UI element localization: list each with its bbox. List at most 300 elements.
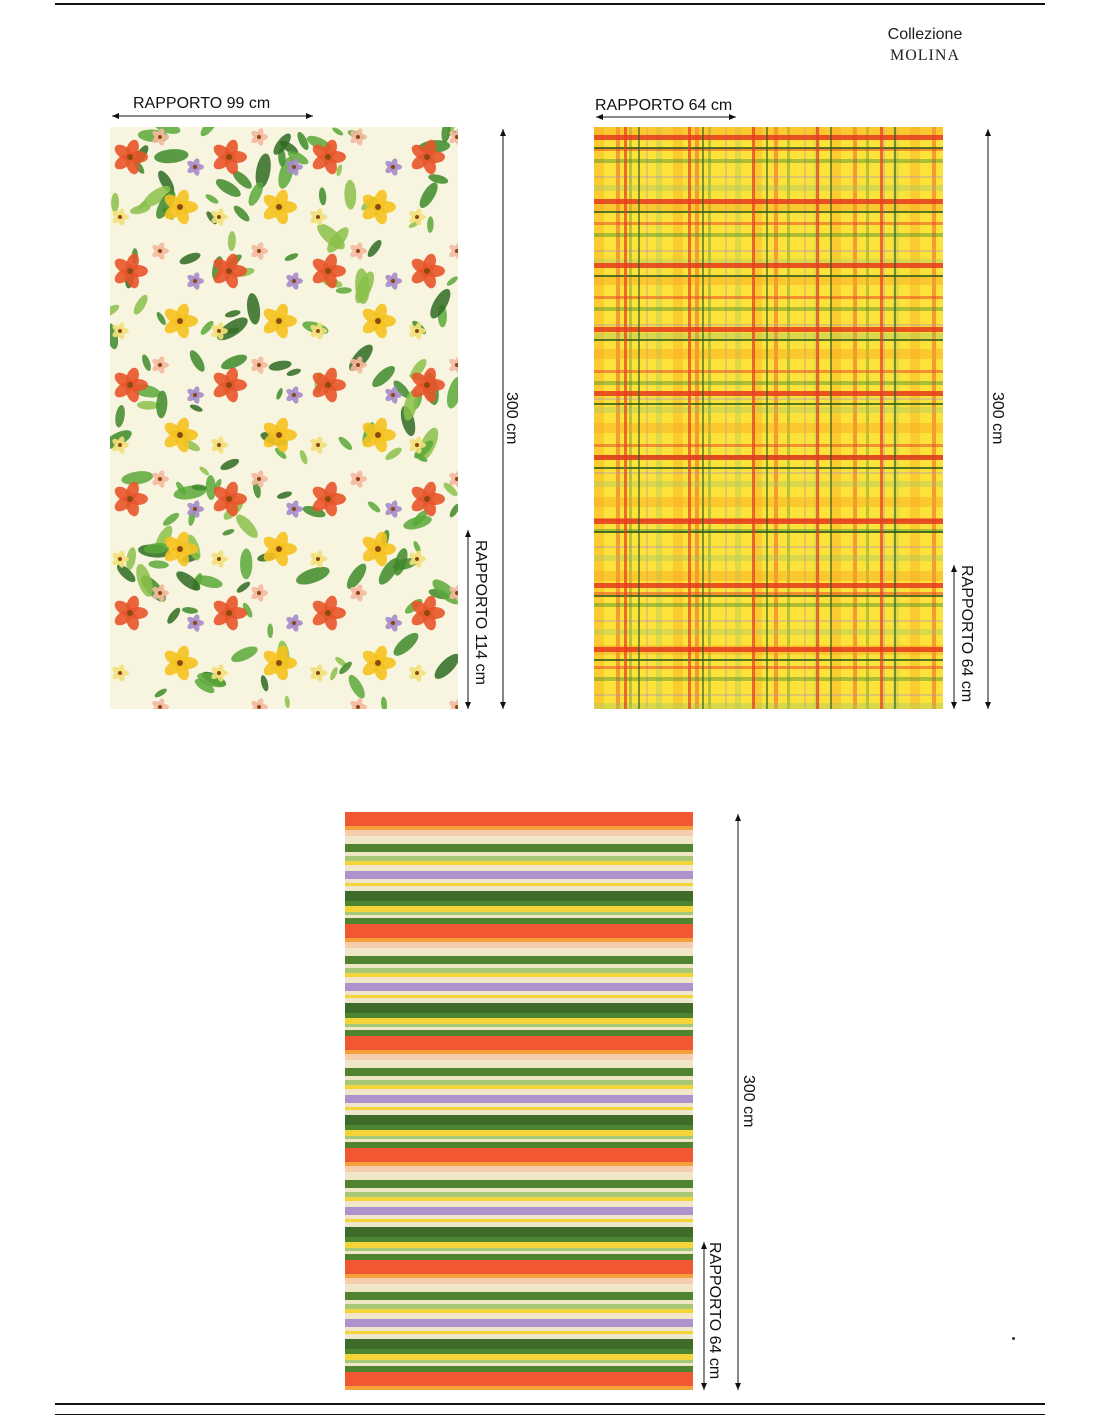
floral-height-label: 300 cm bbox=[503, 392, 520, 445]
stripe bbox=[345, 1036, 693, 1050]
stripe bbox=[345, 1003, 693, 1013]
leaf bbox=[336, 287, 352, 294]
stripe bbox=[345, 1125, 693, 1130]
stripe bbox=[345, 1334, 693, 1339]
flower-center bbox=[415, 329, 419, 333]
stripe bbox=[345, 998, 693, 1003]
flower-center bbox=[257, 591, 261, 595]
flower-center bbox=[375, 546, 381, 552]
floral-repeat-width-label: RAPPORTO 99 cm bbox=[133, 95, 271, 112]
plaid-dark-line bbox=[594, 531, 943, 533]
stripe bbox=[345, 924, 693, 938]
collection-label: Collezione bbox=[887, 26, 963, 43]
plaid-horizontal-band bbox=[594, 620, 943, 622]
plaid-dark-line bbox=[830, 127, 832, 709]
stripe bbox=[345, 1030, 693, 1036]
leaf bbox=[111, 193, 119, 213]
stripe bbox=[345, 844, 693, 852]
stripe bbox=[345, 1274, 693, 1278]
plaid-horizontal-band bbox=[594, 370, 943, 373]
leaf bbox=[205, 475, 216, 500]
stripe bbox=[345, 1292, 693, 1300]
flower-center bbox=[276, 660, 282, 666]
flower-center bbox=[424, 154, 430, 160]
flower-center bbox=[356, 135, 360, 139]
plaid-dark-line bbox=[594, 275, 943, 277]
plaid-horizontal-band bbox=[594, 677, 943, 681]
petal bbox=[124, 708, 142, 709]
leaf bbox=[431, 650, 458, 682]
flower-center bbox=[158, 363, 162, 367]
flower-center bbox=[158, 705, 162, 709]
stripe bbox=[345, 1300, 693, 1304]
plaid-horizontal-band bbox=[594, 497, 943, 507]
stripe bbox=[345, 883, 693, 886]
leaf bbox=[427, 172, 449, 185]
leaf bbox=[245, 292, 261, 325]
leaf bbox=[445, 275, 458, 288]
flower-center bbox=[177, 432, 183, 438]
stripe bbox=[345, 995, 693, 998]
leaf bbox=[369, 363, 398, 391]
stripe bbox=[345, 1319, 693, 1327]
plaid-red-line bbox=[880, 127, 883, 709]
plaid-horizontal-band bbox=[594, 703, 943, 709]
flower-center bbox=[325, 382, 331, 388]
flower-center bbox=[127, 382, 133, 388]
flower-center bbox=[292, 165, 296, 169]
stripe bbox=[345, 865, 693, 871]
collection-name: MOLINA bbox=[890, 47, 960, 64]
speck bbox=[1012, 1337, 1015, 1340]
flower-center bbox=[356, 591, 360, 595]
leaf bbox=[366, 500, 382, 515]
stripe bbox=[345, 1076, 693, 1080]
plaid-horizontal-band bbox=[594, 472, 943, 474]
plaid-horizontal-band bbox=[594, 307, 943, 311]
floral-swatch bbox=[110, 127, 458, 709]
flower-center bbox=[226, 496, 232, 502]
plaid-repeat-height-label: RAPPORTO 64 cm bbox=[958, 565, 975, 703]
flower-center bbox=[127, 610, 133, 616]
leaf bbox=[222, 528, 235, 537]
plaid-swatch bbox=[594, 127, 943, 709]
plaid-horizontal-band bbox=[594, 629, 943, 635]
flower-center bbox=[193, 165, 197, 169]
flower-center bbox=[424, 268, 430, 274]
flower-center bbox=[226, 268, 232, 274]
leaf bbox=[137, 401, 159, 410]
flower-center bbox=[193, 279, 197, 283]
leaf bbox=[344, 180, 357, 210]
leaf bbox=[365, 238, 384, 259]
stripe bbox=[345, 983, 693, 991]
stripe bbox=[345, 1366, 693, 1372]
stripe bbox=[345, 1237, 693, 1242]
leaf bbox=[444, 375, 458, 410]
flower-center bbox=[325, 610, 331, 616]
stripe bbox=[345, 912, 693, 915]
plaid-dark-line bbox=[638, 127, 640, 709]
plaid-horizontal-band bbox=[594, 381, 943, 385]
flower-center bbox=[391, 393, 395, 397]
flower-center bbox=[226, 154, 232, 160]
flower-center bbox=[217, 671, 221, 675]
stripe bbox=[345, 1386, 693, 1390]
leaf bbox=[345, 672, 368, 700]
leaf bbox=[148, 560, 169, 569]
flower-center bbox=[257, 477, 261, 481]
stripe bbox=[345, 871, 693, 879]
plaid-horizontal-band bbox=[594, 555, 943, 561]
stripe bbox=[345, 826, 693, 830]
leaf bbox=[235, 580, 252, 595]
stripe bbox=[345, 886, 693, 891]
leaf bbox=[182, 606, 199, 614]
flower-center bbox=[217, 215, 221, 219]
flower-center bbox=[217, 443, 221, 447]
flower-center bbox=[118, 671, 122, 675]
flower-center bbox=[424, 382, 430, 388]
flower-center bbox=[127, 496, 133, 502]
stripe bbox=[345, 856, 693, 861]
stripe bbox=[345, 1363, 693, 1366]
leaf bbox=[233, 511, 262, 541]
flower-center bbox=[193, 507, 197, 511]
stripe bbox=[345, 1278, 693, 1284]
stripe bbox=[345, 942, 693, 948]
flower-center bbox=[316, 215, 320, 219]
stripe bbox=[345, 1251, 693, 1254]
leaf bbox=[231, 203, 251, 223]
flower-center bbox=[276, 432, 282, 438]
plaid-dark-line bbox=[594, 403, 943, 405]
stripe bbox=[345, 1242, 693, 1248]
stripe bbox=[345, 1254, 693, 1260]
flower-center bbox=[276, 204, 282, 210]
plaid-dark-line bbox=[594, 659, 943, 661]
stripe bbox=[345, 1354, 693, 1360]
flower-center bbox=[415, 557, 419, 561]
stripes-swatch bbox=[345, 812, 693, 1390]
flower-center bbox=[276, 318, 282, 324]
bottom-rule-thick bbox=[55, 1403, 1045, 1405]
flower-center bbox=[375, 432, 381, 438]
plaid-dark-line bbox=[894, 127, 896, 709]
flower-center bbox=[356, 249, 360, 253]
stripe bbox=[345, 1060, 693, 1068]
flower-center bbox=[292, 621, 296, 625]
flower-center bbox=[375, 660, 381, 666]
leaf bbox=[114, 404, 126, 428]
plaid-horizontal-band bbox=[594, 603, 943, 607]
flower-center bbox=[391, 507, 395, 511]
stripe bbox=[345, 1080, 693, 1085]
plaid-horizontal-band bbox=[594, 571, 943, 581]
leaf bbox=[259, 674, 270, 692]
flower-center bbox=[127, 268, 133, 274]
leaf bbox=[253, 152, 273, 189]
plaid-red-line bbox=[594, 135, 943, 140]
petal bbox=[223, 708, 241, 709]
leaf bbox=[153, 148, 189, 165]
flower-center bbox=[325, 496, 331, 502]
stripe bbox=[345, 901, 693, 906]
stripe bbox=[345, 1103, 693, 1107]
leaf bbox=[427, 216, 434, 233]
stripe bbox=[345, 1360, 693, 1363]
stripe bbox=[345, 1089, 693, 1095]
leaf bbox=[161, 511, 181, 529]
plaid-horizontal-band bbox=[594, 250, 943, 252]
flower-center bbox=[177, 204, 183, 210]
flower-center bbox=[193, 393, 197, 397]
flower-center bbox=[325, 154, 331, 160]
petal bbox=[322, 708, 340, 709]
plaid-red-line bbox=[594, 391, 943, 396]
stripe bbox=[345, 1309, 693, 1313]
plaid-width-arrow bbox=[594, 111, 738, 123]
floral-pattern bbox=[110, 127, 458, 709]
plaid-red-line bbox=[594, 199, 943, 204]
plaid-horizontal-band bbox=[594, 666, 943, 669]
plaid-horizontal-band bbox=[594, 176, 943, 178]
plaid-red-line bbox=[594, 455, 943, 460]
stripe bbox=[345, 1142, 693, 1148]
flower-center bbox=[316, 329, 320, 333]
flower-center bbox=[257, 249, 261, 253]
stripe bbox=[345, 879, 693, 883]
stripe bbox=[345, 968, 693, 973]
stripe bbox=[345, 1054, 693, 1060]
leaf bbox=[294, 563, 332, 588]
flower-center bbox=[158, 249, 162, 253]
flower-center bbox=[257, 705, 261, 709]
floral-repeat-height-label: RAPPORTO 114 cm bbox=[472, 540, 489, 685]
stripe bbox=[345, 991, 693, 995]
top-rule bbox=[55, 3, 1045, 5]
flower-center bbox=[177, 660, 183, 666]
leaf bbox=[219, 457, 241, 473]
flower-center bbox=[226, 382, 232, 388]
stripe bbox=[345, 1339, 693, 1349]
stripe bbox=[345, 1172, 693, 1180]
plaid-red-line bbox=[594, 647, 943, 652]
leaf bbox=[187, 348, 208, 374]
stripe bbox=[345, 1180, 693, 1188]
stripe bbox=[345, 1260, 693, 1274]
leaf bbox=[114, 562, 138, 585]
leaf bbox=[189, 403, 204, 413]
flower-center bbox=[424, 610, 430, 616]
stripe bbox=[345, 1130, 693, 1136]
leaf bbox=[284, 696, 290, 709]
flower-center bbox=[127, 154, 133, 160]
stripe bbox=[345, 852, 693, 856]
leaf bbox=[229, 643, 260, 665]
leaf bbox=[224, 309, 241, 319]
leaf bbox=[227, 231, 236, 251]
flower-center bbox=[158, 591, 162, 595]
stripe bbox=[345, 1201, 693, 1207]
flower-center bbox=[415, 671, 419, 675]
stripe bbox=[345, 861, 693, 865]
stripe bbox=[345, 1372, 693, 1386]
stripe bbox=[345, 1304, 693, 1309]
stripe bbox=[345, 836, 693, 844]
plaid-horizontal-band bbox=[594, 349, 943, 359]
flower-center bbox=[217, 329, 221, 333]
flower-center bbox=[158, 135, 162, 139]
stripe bbox=[345, 1207, 693, 1215]
leaf bbox=[276, 490, 293, 500]
leaf bbox=[448, 502, 458, 519]
stripe bbox=[345, 1284, 693, 1292]
plaid-dark-line bbox=[594, 147, 943, 149]
flower-center bbox=[158, 477, 162, 481]
stripe bbox=[345, 1013, 693, 1018]
flower-center bbox=[292, 507, 296, 511]
flower-center bbox=[424, 496, 430, 502]
plaid-dark-line bbox=[702, 127, 704, 709]
flower-center bbox=[375, 204, 381, 210]
flower-center bbox=[391, 279, 395, 283]
leaf bbox=[153, 687, 168, 699]
plaid-horizontal-band bbox=[594, 324, 943, 326]
plaid-red-line bbox=[752, 127, 755, 709]
stripe bbox=[345, 915, 693, 918]
leaf bbox=[318, 187, 327, 206]
plaid-horizontal-band bbox=[594, 233, 943, 237]
stripe bbox=[345, 1215, 693, 1219]
flower-center bbox=[193, 621, 197, 625]
plaid-red-line bbox=[594, 327, 943, 332]
plaid-horizontal-band bbox=[594, 296, 943, 299]
stripe bbox=[345, 1068, 693, 1076]
stripe bbox=[345, 938, 693, 942]
plaid-dark-line bbox=[594, 339, 943, 341]
plaid-horizontal-band bbox=[594, 423, 943, 433]
plaid-red-line bbox=[688, 127, 691, 709]
stripe bbox=[345, 1188, 693, 1192]
stripe bbox=[345, 1095, 693, 1103]
plaid-horizontal-band bbox=[594, 222, 943, 225]
plaid-dark-line bbox=[766, 127, 768, 709]
flower-center bbox=[118, 215, 122, 219]
stripe bbox=[345, 1050, 693, 1054]
stripe bbox=[345, 1027, 693, 1030]
stripes-repeat-height-label: RAPPORTO 64 cm bbox=[706, 1242, 723, 1380]
stripe bbox=[345, 906, 693, 912]
plaid-horizontal-band bbox=[594, 444, 943, 447]
leaf bbox=[380, 696, 387, 709]
leaf bbox=[165, 606, 182, 626]
stripe bbox=[345, 1085, 693, 1089]
leaf bbox=[110, 302, 121, 319]
plaid-horizontal-band bbox=[594, 694, 943, 696]
plaid-red-line bbox=[816, 127, 819, 709]
flower-center bbox=[415, 215, 419, 219]
leaf bbox=[178, 250, 202, 266]
bottom-rule-thin bbox=[55, 1414, 1045, 1415]
leaf bbox=[286, 367, 302, 377]
leaf bbox=[337, 435, 355, 452]
stripe bbox=[345, 1115, 693, 1125]
plaid-horizontal-band bbox=[594, 546, 943, 548]
plaid-horizontal-band bbox=[594, 407, 943, 413]
leaf bbox=[198, 465, 210, 477]
leaf bbox=[204, 192, 220, 205]
plaid-red-line bbox=[594, 519, 943, 524]
plaid-horizontal-band bbox=[594, 159, 943, 163]
leaf bbox=[390, 629, 422, 659]
leaf bbox=[140, 353, 152, 372]
stripe bbox=[345, 1248, 693, 1251]
floral-width-arrow bbox=[110, 110, 315, 122]
stripe bbox=[345, 918, 693, 924]
flower-center bbox=[356, 363, 360, 367]
stripes-pattern bbox=[345, 812, 693, 1390]
leaf bbox=[343, 561, 370, 592]
stripe bbox=[345, 812, 693, 826]
plaid-red-line bbox=[624, 127, 627, 709]
leaf bbox=[198, 127, 220, 139]
leaf bbox=[329, 666, 340, 681]
flower-center bbox=[276, 546, 282, 552]
stripe bbox=[345, 964, 693, 968]
plaid-horizontal-band bbox=[594, 333, 943, 339]
leaf bbox=[331, 127, 344, 137]
plaid-horizontal-band bbox=[594, 592, 943, 595]
stripes-height-label: 300 cm bbox=[740, 1075, 757, 1128]
stripe bbox=[345, 956, 693, 964]
stripe bbox=[345, 1148, 693, 1162]
stripe bbox=[345, 1222, 693, 1227]
plaid-height-label: 300 cm bbox=[989, 392, 1006, 445]
leaf bbox=[240, 548, 253, 579]
stripe bbox=[345, 1162, 693, 1166]
plaid-dark-line bbox=[594, 211, 943, 213]
flower-center bbox=[177, 546, 183, 552]
flower-center bbox=[375, 318, 381, 324]
plaid-horizontal-band bbox=[594, 185, 943, 191]
plaid-dark-line bbox=[594, 595, 943, 597]
stripe bbox=[345, 1018, 693, 1024]
flower-center bbox=[257, 135, 261, 139]
flower-center bbox=[356, 705, 360, 709]
leaf bbox=[131, 293, 150, 317]
leaf bbox=[416, 180, 441, 211]
flower-center bbox=[316, 443, 320, 447]
leaf bbox=[275, 387, 284, 400]
flower-center bbox=[257, 363, 261, 367]
plaid-red-line bbox=[594, 583, 943, 588]
stripe bbox=[345, 891, 693, 901]
flower-center bbox=[226, 610, 232, 616]
leaf bbox=[284, 252, 300, 263]
flower-center bbox=[316, 557, 320, 561]
stripe bbox=[345, 1024, 693, 1027]
stripe bbox=[345, 1107, 693, 1110]
stripe bbox=[345, 1192, 693, 1197]
plaid-red-line bbox=[594, 263, 943, 268]
stripe bbox=[345, 1227, 693, 1237]
flower-center bbox=[292, 393, 296, 397]
flower-center bbox=[118, 557, 122, 561]
stripe bbox=[345, 1139, 693, 1142]
flower-center bbox=[316, 671, 320, 675]
stripe bbox=[345, 1197, 693, 1201]
